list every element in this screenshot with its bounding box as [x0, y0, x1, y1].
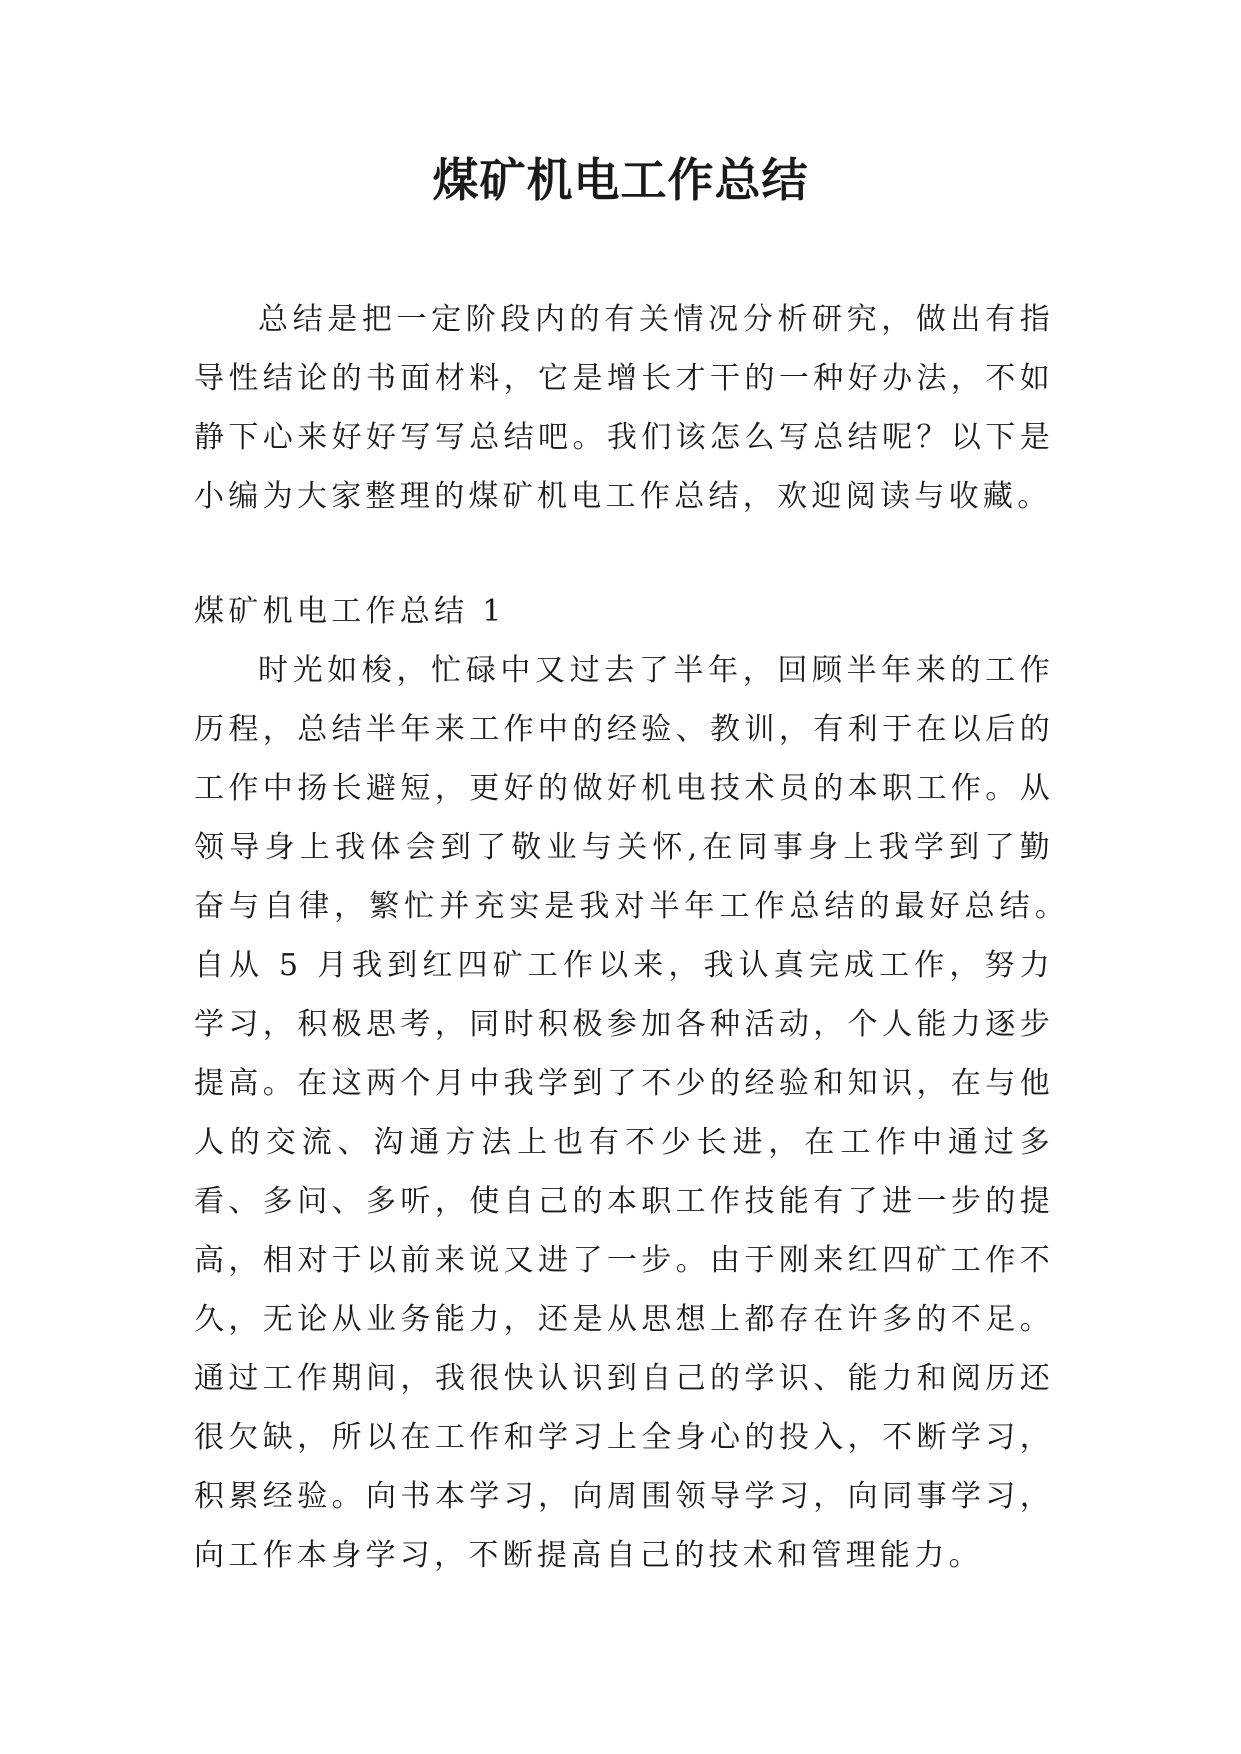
intro-paragraph: 总结是把一定阶段内的有关情况分析研究，做出有指导性结论的书面材料，它是增长才干的一种好办法，不如静下心来好好写写总结吧。我们该怎么写总结呢？以下是小编为大家整理的煤矿机电工作总结，欢迎阅读与收藏。 [194, 302, 1054, 514]
section-heading: 煤矿机电工作总结 1 [194, 594, 506, 629]
section-body-paragraph: 时光如梭，忙碌中又过去了半年，回顾半年来的工作历程，总结半年来工作中的经验、教训，有利于在以后的工作中扬长避短，更好的做好机电技术员的本职工作。从领导身上我体会到了敬业与关怀,在同事身上我学到了勤奋与自律，繁忙并充实是我对半年工作总结的最好总结。 自从 5 月我到红四矿工作以来，我认真完成工作，努力学习，积极思考，同时积极参加各种活动，个人能力逐步提高。在这两个月中我学到了不少的经验和知识，在与他人的交流、沟通方法上也有不少长进，在工作中通过多看、多问、多听，使自己的本职工作技能有了进一步的提高，相对于以前来说又进了一步。由于刚来红四矿工作不久，无论从业务能力，还是从思想上都存在许多的不足。通过工作期间，我很快认识到自己的学识、能力和阅历还很欠缺，所以在工作和学习上全身心的投入，不断学习，积累经验。向书本学习，向周围领导学习，向同事学习，向工作本身学习，不断提高自己的技术和管理能力。 [194, 653, 1089, 1573]
document-title: 煤矿机电工作总结 [432, 153, 809, 207]
